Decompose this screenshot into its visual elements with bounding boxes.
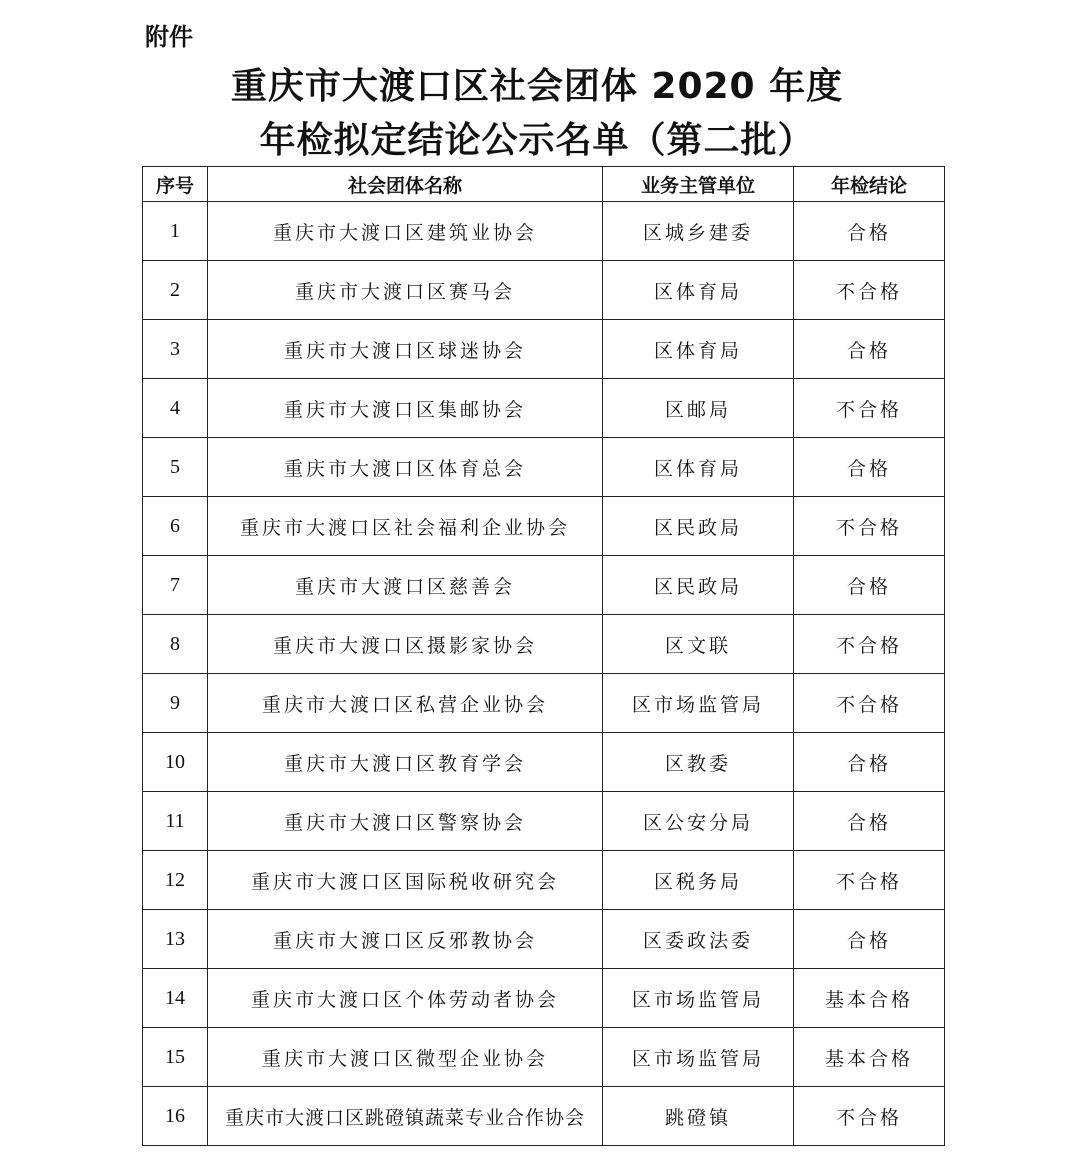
header-organization-name: 社会团体名称 — [208, 167, 603, 202]
table-row — [143, 379, 945, 438]
row-inspection-result: 基本合格 — [794, 1028, 945, 1087]
table-row — [143, 438, 945, 497]
row-index: 11 — [143, 792, 208, 851]
row-organization-name: 重庆市大渡口区微型企业协会 — [208, 1028, 603, 1087]
document-title-line-1: 重庆市大渡口区社会团体 2020 年度 — [230, 66, 844, 107]
row-supervising-unit: 区公安分局 — [603, 792, 794, 851]
row-supervising-unit: 区民政局 — [603, 556, 794, 615]
row-organization-name: 重庆市大渡口区国际税收研究会 — [208, 851, 603, 910]
table-row — [143, 1087, 945, 1146]
row-index: 9 — [143, 674, 208, 733]
row-inspection-result: 基本合格 — [794, 969, 945, 1028]
row-index: 2 — [143, 261, 208, 320]
row-supervising-unit: 区体育局 — [603, 320, 794, 379]
row-inspection-result: 不合格 — [794, 497, 945, 556]
row-index: 8 — [143, 615, 208, 674]
row-supervising-unit: 区邮局 — [603, 379, 794, 438]
row-inspection-result: 不合格 — [794, 1087, 945, 1146]
table-row — [143, 792, 945, 851]
table-row — [143, 202, 945, 261]
table-header-row — [143, 167, 945, 202]
row-inspection-result: 合格 — [794, 910, 945, 969]
row-inspection-result: 合格 — [794, 792, 945, 851]
header-supervising-unit: 业务主管单位 — [603, 167, 794, 202]
row-supervising-unit: 区市场监管局 — [603, 1028, 794, 1087]
table-row — [143, 556, 945, 615]
row-inspection-result: 不合格 — [794, 674, 945, 733]
row-supervising-unit: 区教委 — [603, 733, 794, 792]
row-index: 6 — [143, 497, 208, 556]
row-inspection-result: 合格 — [794, 202, 945, 261]
row-index: 4 — [143, 379, 208, 438]
row-supervising-unit: 区体育局 — [603, 261, 794, 320]
row-organization-name: 重庆市大渡口区摄影家协会 — [208, 615, 603, 674]
row-organization-name: 重庆市大渡口区集邮协会 — [208, 379, 603, 438]
table-row — [143, 674, 945, 733]
row-organization-name: 重庆市大渡口区个体劳动者协会 — [208, 969, 603, 1028]
row-organization-name: 重庆市大渡口区社会福利企业协会 — [208, 497, 603, 556]
header-index: 序号 — [143, 167, 208, 202]
row-inspection-result: 不合格 — [794, 851, 945, 910]
row-index: 12 — [143, 851, 208, 910]
row-supervising-unit: 区市场监管局 — [603, 969, 794, 1028]
table-row — [143, 851, 945, 910]
document-title-line-2: 年检拟定结论公示名单（第二批） — [259, 120, 815, 161]
table-row — [143, 615, 945, 674]
row-organization-name: 重庆市大渡口区球迷协会 — [208, 320, 603, 379]
row-supervising-unit: 区体育局 — [603, 438, 794, 497]
row-organization-name: 重庆市大渡口区私营企业协会 — [208, 674, 603, 733]
row-index: 13 — [143, 910, 208, 969]
row-inspection-result: 合格 — [794, 556, 945, 615]
attachment-label: 附件 — [145, 23, 193, 51]
row-index: 1 — [143, 202, 208, 261]
row-supervising-unit: 区税务局 — [603, 851, 794, 910]
row-index: 15 — [143, 1028, 208, 1087]
row-organization-name: 重庆市大渡口区赛马会 — [208, 261, 603, 320]
row-organization-name: 重庆市大渡口区建筑业协会 — [208, 202, 603, 261]
row-organization-name: 重庆市大渡口区跳磴镇蔬菜专业合作协会 — [208, 1087, 603, 1146]
row-organization-name: 重庆市大渡口区反邪教协会 — [208, 910, 603, 969]
table-row — [143, 497, 945, 556]
table-row — [143, 733, 945, 792]
row-index: 16 — [143, 1087, 208, 1146]
table-row — [143, 910, 945, 969]
row-organization-name: 重庆市大渡口区体育总会 — [208, 438, 603, 497]
row-index: 3 — [143, 320, 208, 379]
row-organization-name: 重庆市大渡口区教育学会 — [208, 733, 603, 792]
row-organization-name: 重庆市大渡口区慈善会 — [208, 556, 603, 615]
row-inspection-result: 合格 — [794, 438, 945, 497]
row-index: 5 — [143, 438, 208, 497]
row-supervising-unit: 跳磴镇 — [603, 1087, 794, 1146]
row-supervising-unit: 区城乡建委 — [603, 202, 794, 261]
row-index: 14 — [143, 969, 208, 1028]
row-organization-name: 重庆市大渡口区警察协会 — [208, 792, 603, 851]
header-inspection-result: 年检结论 — [794, 167, 945, 202]
row-index: 10 — [143, 733, 208, 792]
table-row — [143, 1028, 945, 1087]
table-row — [143, 320, 945, 379]
table-row — [143, 261, 945, 320]
row-inspection-result: 不合格 — [794, 261, 945, 320]
row-inspection-result: 不合格 — [794, 379, 945, 438]
table-row — [143, 969, 945, 1028]
row-inspection-result: 合格 — [794, 733, 945, 792]
row-supervising-unit: 区文联 — [603, 615, 794, 674]
row-inspection-result: 不合格 — [794, 615, 945, 674]
row-supervising-unit: 区民政局 — [603, 497, 794, 556]
row-inspection-result: 合格 — [794, 320, 945, 379]
row-index: 7 — [143, 556, 208, 615]
row-supervising-unit: 区委政法委 — [603, 910, 794, 969]
organization-list-table — [142, 166, 945, 1146]
row-supervising-unit: 区市场监管局 — [603, 674, 794, 733]
